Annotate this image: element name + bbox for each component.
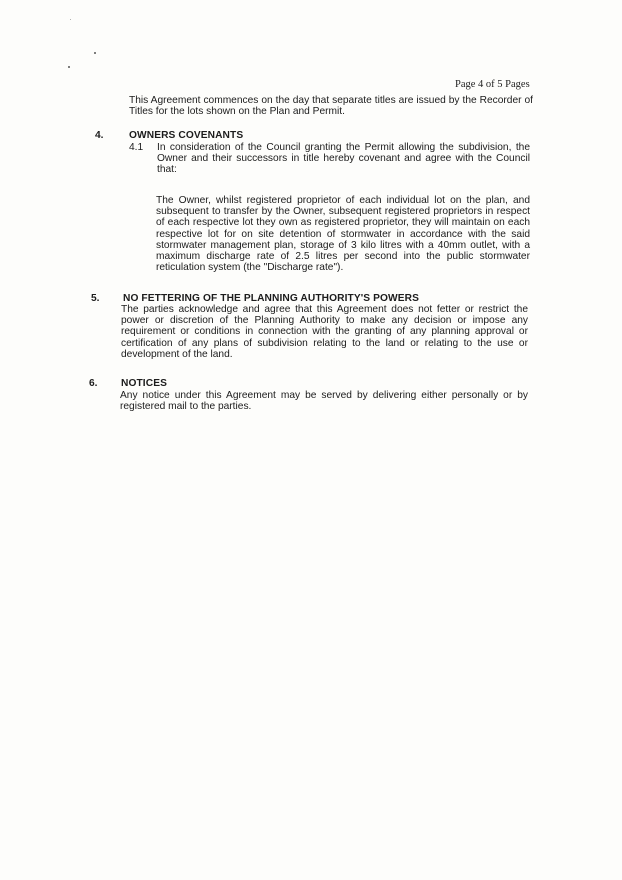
section-4-title: OWNERS COVENANTS xyxy=(129,130,244,141)
scan-speck xyxy=(68,66,70,68)
section-5-title: NO FETTERING OF THE PLANNING AUTHORITY'S POWERS xyxy=(123,293,419,304)
section-6-body: Any notice under this Agreement may be served by delivering either personally or by registered mail to the parties. xyxy=(120,390,528,413)
intro-paragraph: This Agreement commences on the day that separate titles are issued by the Recorder of Titles for the lots shown on the Plan and Permit. xyxy=(129,95,533,118)
section-6-number: 6. xyxy=(89,378,98,389)
clause-4-1-number: 4.1 xyxy=(129,142,144,153)
clause-4-1-text: In consideration of the Council granting the Permit allowing the subdivision, the Owner and their successors in title hereby covenant and agree with the Council that: xyxy=(157,142,530,176)
covenant-paragraph: The Owner, whilst registered proprietor of each individual lot on the plan, and subsequent to transfer by the Owner, subsequent registered proprietors in respect of each respective lot they own as registered proprietor, they will maintain on each respective lot for on site detention of stormwater in accordance with the said stormwater management plan, storage of 3 kilo litres with a 40mm outlet, with a maximum discharge rate of 2.5 litres per second into the public stormwater reticulation system (the "Discharge rate"). xyxy=(156,195,530,274)
section-6-title: NOTICES xyxy=(121,378,167,389)
section-5-number: 5. xyxy=(91,293,100,304)
page-number: Page 4 of 5 Pages xyxy=(455,79,530,90)
section-5-body: The parties acknowledge and agree that this Agreement does not fetter or restrict the power or discretion of the Planning Authority to make any decision or impose any requirement or conditions in connection with the granting of any planning approval or certification of any plans of subdivision relating to the land or relating to the use or development of the land. xyxy=(121,304,528,360)
section-4-number: 4. xyxy=(95,130,104,141)
scan-speck xyxy=(94,52,96,54)
scan-speck xyxy=(70,19,71,20)
